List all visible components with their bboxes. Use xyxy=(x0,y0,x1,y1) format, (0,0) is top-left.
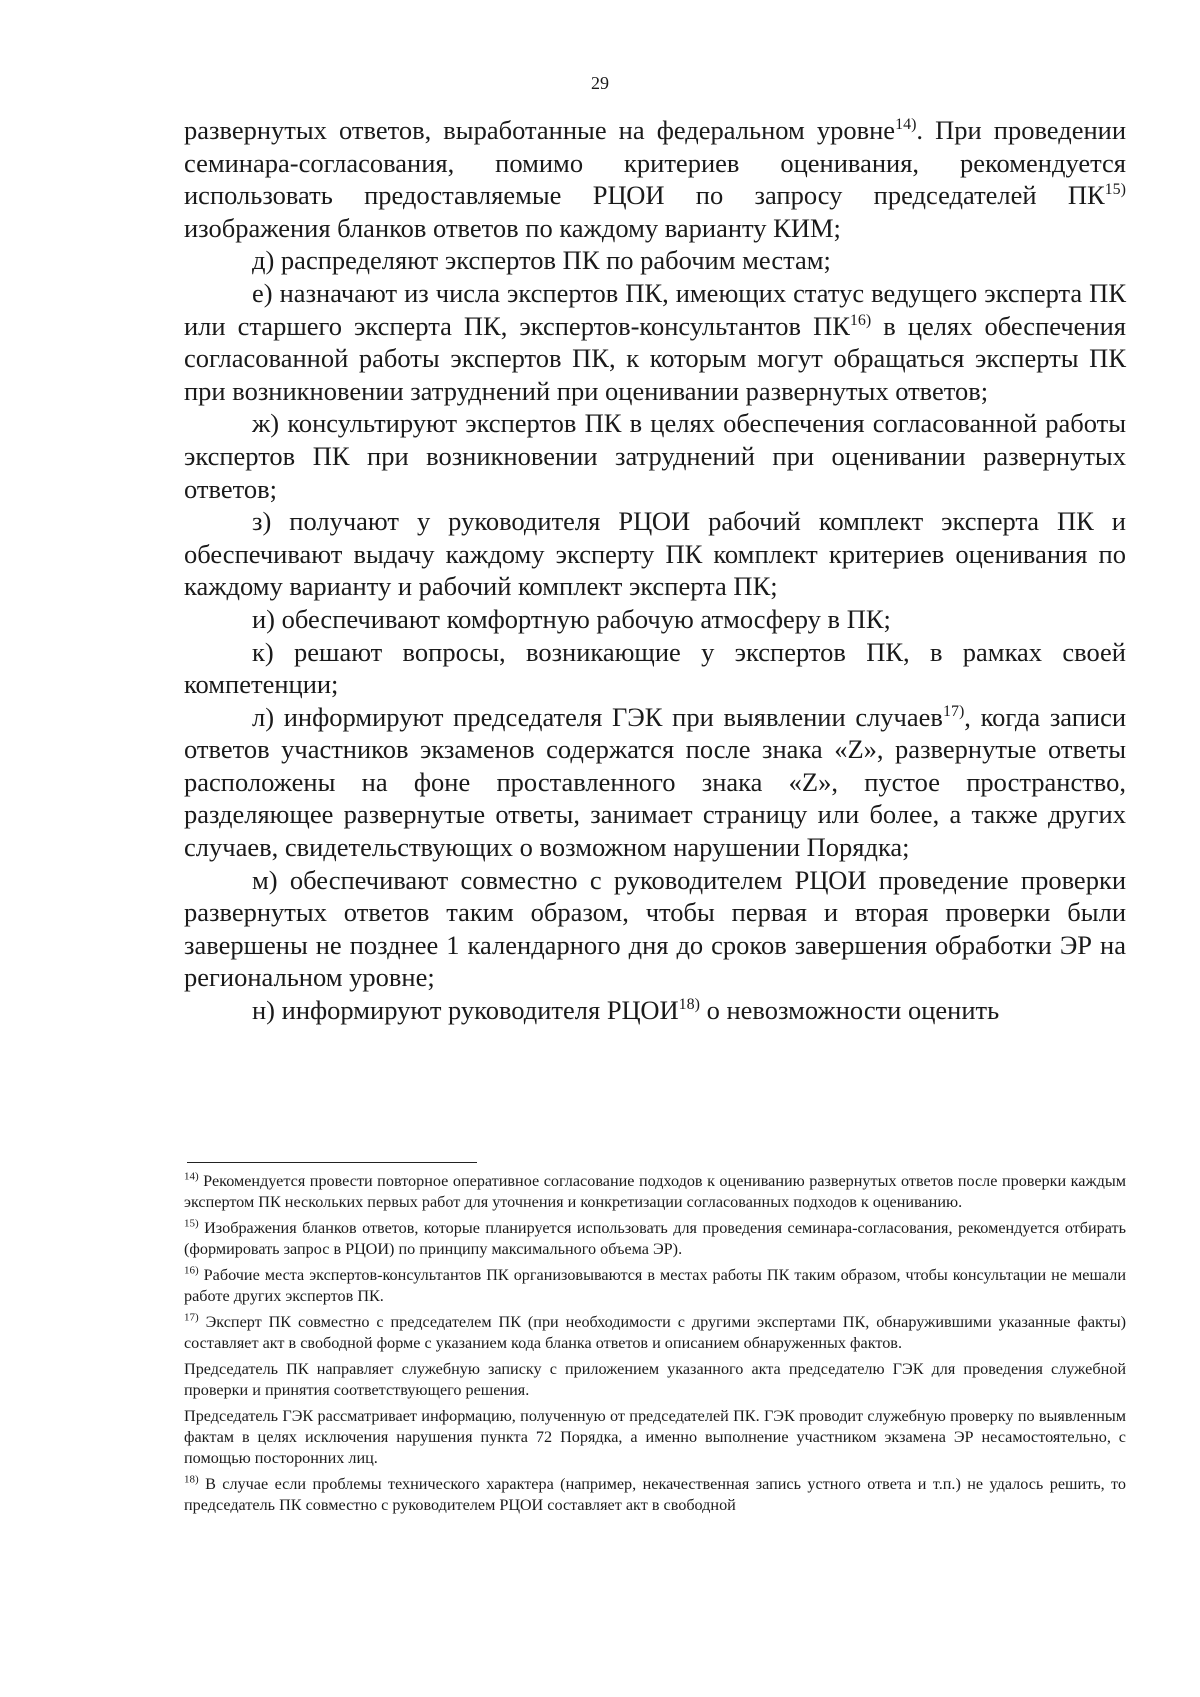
footnote-17-continuation: Председатель ГЭК рассматривает информацию, полученную от председателей ПК. ГЭК проводит служебную проверку по выявленным фактам в целях исключения нарушения пункта 72 Порядка, а именно выполнение участником экзамена ЭР несамостоятельно, с помощью посторонних лиц. xyxy=(184,1407,1126,1467)
footnote-15 xyxy=(184,1218,1126,1260)
list-item-k: к) решают вопросы, возникающие у экспертов ПК, в рамках своей компетенции; xyxy=(184,636,1126,700)
footnote-17 xyxy=(184,1312,1126,1354)
paragraph-text: . При проведении семинара-согласования, помимо критериев оценивания, рекомендуется использовать предоставляемые РЦОИ по запросу председателей ПК xyxy=(184,115,1126,211)
footnote-mark: 17) xyxy=(184,1311,199,1324)
paragraph-text: , когда записи ответов участников экзаменов содержатся после знака «Z», развернутые ответы расположены на фоне проставленного знака «Z», пустое пространство, разделяющее развернутые ответы, занимает страницу или более, а также других случаев, свидетельствующих о возможном нарушении Порядка; xyxy=(184,701,1127,863)
paragraph-text: изображения бланков ответов по каждому варианту КИМ; xyxy=(184,212,841,243)
footnote-mark: 18) xyxy=(184,1473,199,1486)
list-item-z: з) получают у руководителя РЦОИ рабочий комплект эксперта ПК и обеспечивают выдачу каждому эксперту ПК комплект критериев оценивания по каждому варианту и рабочий комплект эксперта ПК; xyxy=(184,506,1126,602)
paragraph-continuation xyxy=(184,114,1126,244)
footnote-text: Эксперт ПК совместно с председателем ПК (при необходимости с другими экспертами ПК, обнаружившими указанные факты) составляет акт в свободной форме с указанием кода бланка ответов и описанием обнаруженных фактов. xyxy=(184,1313,1126,1352)
footnote-ref-16: 16) xyxy=(849,311,872,329)
footnote-ref-14: 14) xyxy=(895,116,917,134)
main-text xyxy=(184,114,1126,1027)
footnote-ref-15: 15) xyxy=(1104,181,1126,199)
footnote-mark: 16) xyxy=(184,1264,199,1277)
list-item-e xyxy=(184,277,1126,407)
paragraph-text: н) информируют руководителя РЦОИ xyxy=(252,995,679,1026)
list-item-i: и) обеспечивают комфортную рабочую атмосферу в ПК; xyxy=(252,603,891,634)
paragraph-text: о невозможности оценить xyxy=(699,995,1000,1026)
footnote-18 xyxy=(184,1474,1126,1516)
paragraph-text: в целях обеспечения согласованной работы экспертов ПК, к которым могут обращаться эксперты ПК при возникновении затруднений при оценивании развернутых ответов; xyxy=(184,310,1126,406)
footnote-mark: 14) xyxy=(184,1170,199,1183)
footnote-16 xyxy=(184,1265,1126,1307)
footnote-14 xyxy=(184,1171,1126,1213)
footnote-text: Изображения бланков ответов, которые планируется использовать для проведения семинара-согласования, рекомендуется отбирать (формировать запрос в РЦОИ) по принципу максимального объема ЭР). xyxy=(184,1219,1126,1258)
footnote-separator xyxy=(187,1162,477,1163)
footnote-ref-17: 17) xyxy=(942,702,965,720)
list-item-zh: ж) консультируют экспертов ПК в целях обеспечения согласованной работы экспертов ПК при возникновении затруднений при оценивании развернутых ответов; xyxy=(184,408,1126,504)
list-item-m: м) обеспечивают совместно с руководителем РЦОИ проведение проверки развернутых ответов таким образом, чтобы первая и вторая проверки были завершены не позднее 1 календарного дня до сроков завершения обработки ЭР на региональном уровне; xyxy=(184,864,1126,993)
footnote-ref-18: 18) xyxy=(678,996,700,1014)
list-item-d: д) распределяют экспертов ПК по рабочим местам; xyxy=(252,245,831,276)
footnote-text: В случае если проблемы технического характера (например, некачественная запись устного ответа и т.п.) не удалось решить, то председатель ПК совместно с руководителем РЦОИ составляет акт в свободной xyxy=(184,1475,1126,1514)
footnote-text: Рекомендуется провести повторное оперативное согласование подходов к оцениванию развернутых ответов после проверки каждым экспертом ПК нескольких первых работ для уточнения и конкретизации согласованных подходов к оцениванию. xyxy=(184,1172,1126,1211)
page-number: 29 xyxy=(591,73,609,93)
paragraph-text: развернутых ответов, выработанные на федеральном уровне xyxy=(184,115,896,145)
list-item-n xyxy=(184,994,1126,1027)
footnote-mark: 15) xyxy=(184,1217,199,1230)
list-item-l xyxy=(184,701,1126,864)
paragraph-text: е) назначают из числа экспертов ПК, имеющих статус ведущего эксперта ПК или старшего эксперта ПК, экспертов-консультантов ПК xyxy=(184,277,1126,341)
footnotes xyxy=(184,1171,1126,1521)
footnote-text: Рабочие места экспертов-консультантов ПК организовываются в местах работы ПК таким образом, чтобы консультации не мешали работе других экспертов ПК. xyxy=(184,1266,1126,1305)
paragraph-text: л) информируют председателя ГЭК при выявлении случаев xyxy=(252,701,943,732)
footnote-17-continuation: Председатель ПК направляет служебную записку с приложением указанного акта председателю ГЭК для проведения служебной проверки и принятия соответствующего решения. xyxy=(184,1360,1126,1399)
